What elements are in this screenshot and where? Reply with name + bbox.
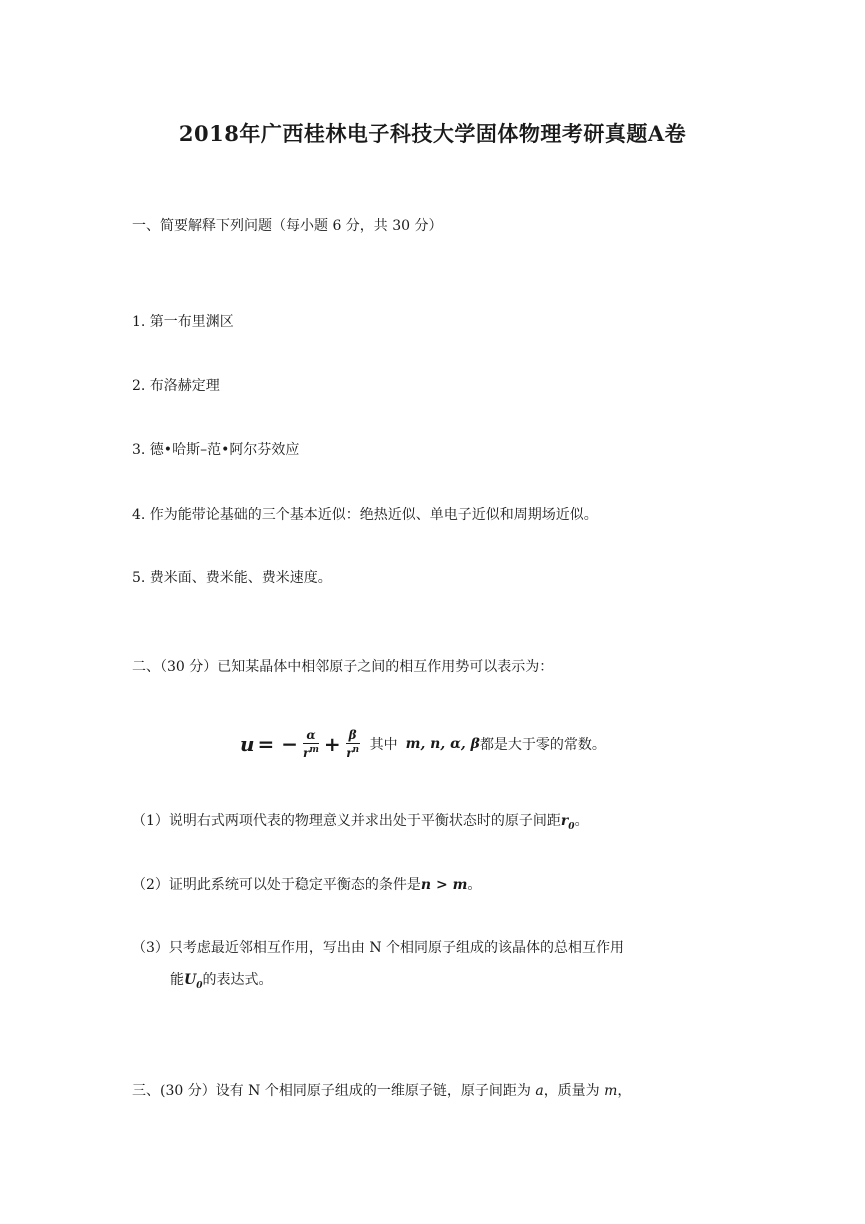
q1-symbol-sub: 0 — [568, 821, 575, 832]
formula-constants: m, n, α, β — [405, 736, 480, 752]
q1-symbol-base: r — [560, 813, 569, 829]
q1-symbol — [560, 813, 575, 832]
q2-end: 。 — [467, 877, 482, 893]
formula-fraction-1 — [303, 728, 319, 760]
fraction-2-numerator: β — [346, 728, 360, 744]
q2-condition: n > m — [420, 877, 468, 893]
q3-line2-pre: 能 — [170, 972, 184, 988]
q1-text: （1）说明右式两项代表的物理意义并求出处于平衡状态时的原子间距 — [132, 813, 561, 829]
formula-lhs: u — [240, 732, 255, 756]
fraction-1-numerator: α — [303, 728, 318, 744]
section3-var-m: m — [604, 1083, 618, 1099]
fraction-1-denominator — [303, 744, 319, 760]
section1-item-4: 4. 作为能带论基础的三个基本近似：绝热近似、单电子近似和周期场近似。 — [132, 507, 598, 523]
q3-symbol — [184, 972, 203, 991]
potential-formula — [240, 722, 606, 766]
section2-question-2 — [132, 875, 481, 895]
q3-line2-post: 的表达式。 — [202, 972, 273, 988]
formula-fraction-2 — [346, 728, 360, 760]
q1-end: 。 — [574, 813, 589, 829]
q2-text: （2）证明此系统可以处于稳定平衡态的条件是 — [132, 877, 421, 893]
q3-symbol-base: U — [184, 972, 197, 988]
section3-heading — [132, 1081, 631, 1101]
q3-symbol-sub: 0 — [196, 980, 203, 991]
section1-heading: 一、简要解释下列问题（每小题 6 分，共 30 分） — [132, 218, 443, 234]
fraction-1-den-exp: m — [309, 745, 319, 755]
section2-question-1 — [132, 811, 589, 837]
section3-heading-mid: ，质量为 — [543, 1083, 605, 1099]
formula-where-text: 其中 — [369, 737, 398, 753]
section1-item-5: 5. 费米面、费米能、费米速度。 — [132, 570, 332, 586]
fraction-2-den-exp: n — [352, 745, 360, 755]
section2-heading: 二、（30 分）已知某晶体中相邻原子之间的相互作用势可以表示为： — [132, 659, 554, 675]
fraction-1-den-base: r — [303, 746, 310, 760]
formula-eq: = − — [257, 732, 299, 756]
fraction-2-denominator — [346, 744, 359, 760]
section1-item-2: 2. 布洛赫定理 — [132, 378, 220, 394]
fraction-2-den-base: r — [346, 746, 353, 760]
section2-question-3-line-1: （3）只考虑最近邻相互作用，写出由 N 个相同原子组成的该晶体的总相互作用 — [132, 940, 625, 956]
section3-var-a: a — [535, 1083, 544, 1099]
section1-item-1: 1. 第一布里渊区 — [132, 314, 234, 330]
section1-item-3: 3. 德•哈斯–范•阿尔芬效应 — [132, 442, 300, 458]
section3-heading-pre: 三、(30 分）设有 N 个相同原子组成的一维原子链，原子间距为 — [132, 1083, 536, 1099]
section3-heading-post: ， — [617, 1083, 632, 1099]
document-title: 2018年广西桂林电子科技大学固体物理考研真题A卷 — [178, 121, 687, 146]
formula-tail: 都是大于零的常数。 — [479, 737, 606, 753]
formula-plus: + — [323, 732, 341, 756]
section2-question-3-line-2 — [170, 970, 272, 996]
